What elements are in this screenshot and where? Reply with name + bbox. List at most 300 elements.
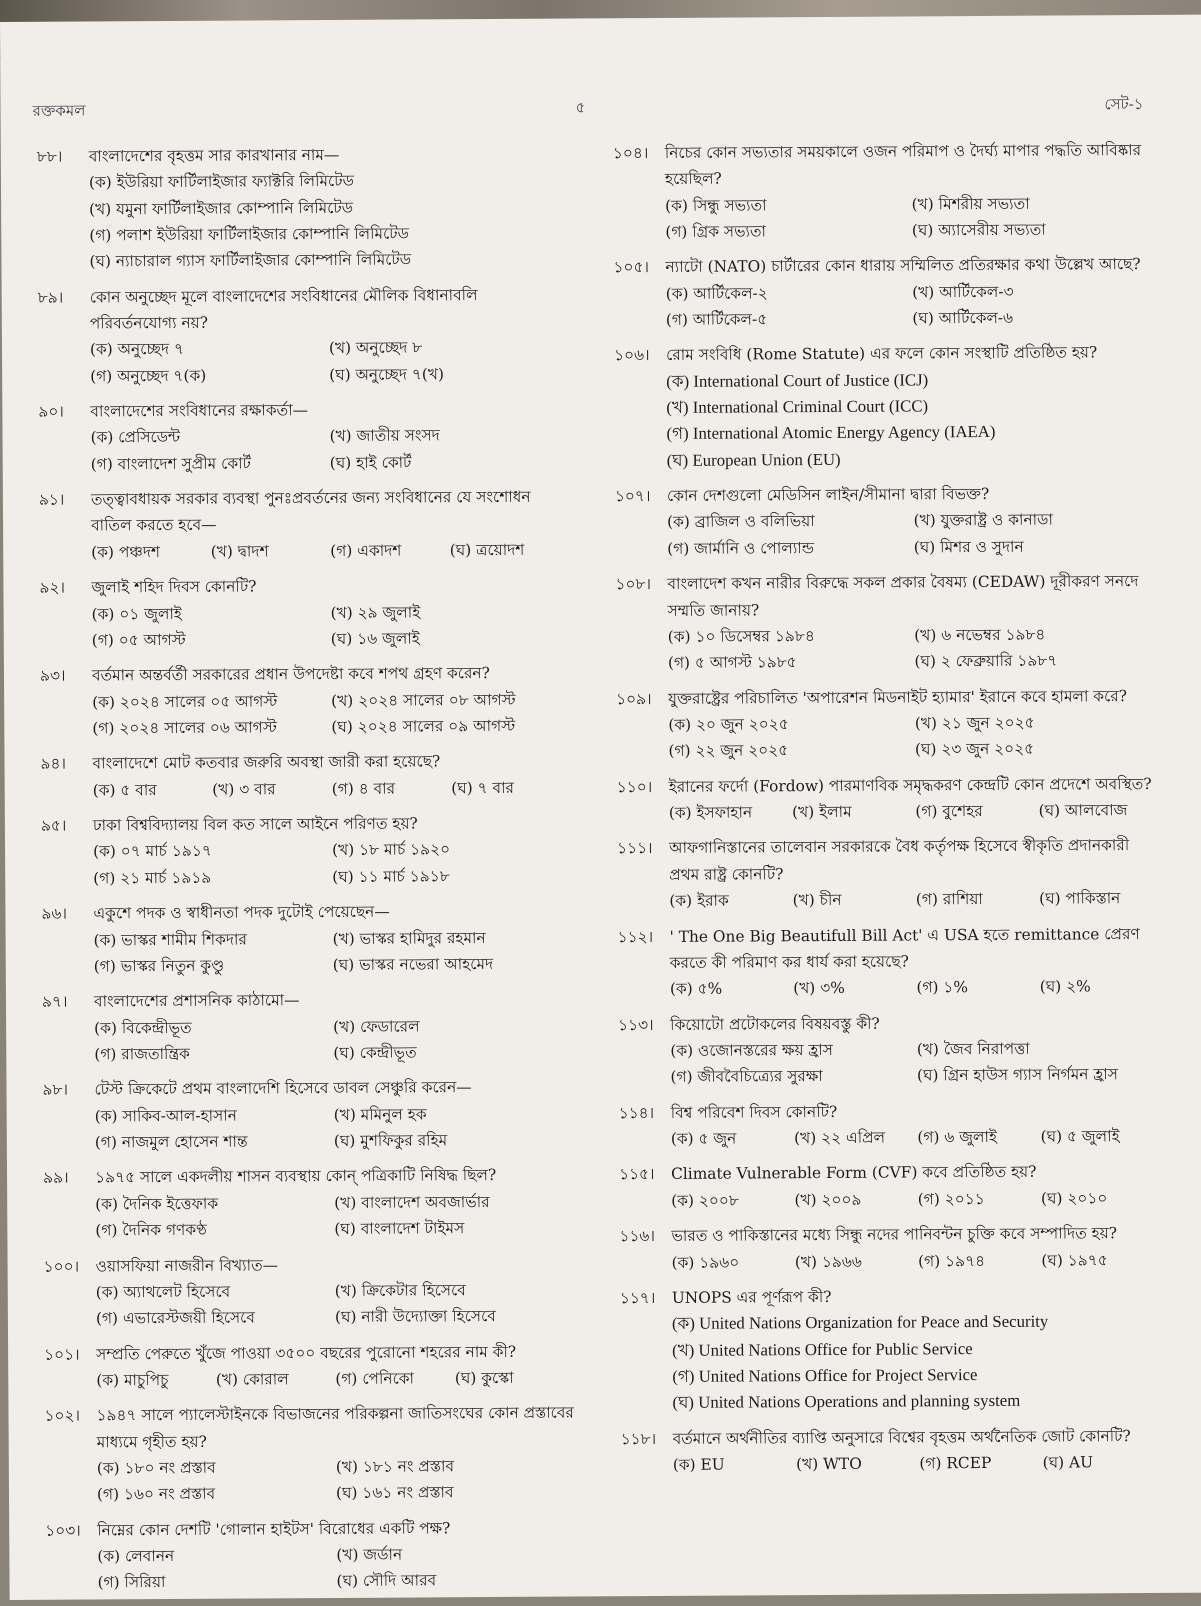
options-row xyxy=(97,1479,575,1508)
question-text: কিয়োটো প্রটোকলের বিষয়বস্তু কী? xyxy=(670,1014,880,1034)
question-item xyxy=(41,898,571,980)
option-item: (ঘ) মুশফিকুর রহিম xyxy=(333,1131,448,1150)
option-item: (ক) লেবানন xyxy=(97,1547,175,1566)
question-line xyxy=(45,1514,575,1544)
question-number: ১০৭। xyxy=(614,487,651,506)
question-item xyxy=(616,682,1161,764)
question-line xyxy=(616,682,1161,712)
option-item: (খ) যমুনা ফার্টিলাইজার কোম্পানি লিমিটেড xyxy=(89,198,354,219)
options-block xyxy=(40,686,570,742)
option-item: (ক) প্রেসিডেন্ট xyxy=(90,428,181,447)
set-label: সেট-১ xyxy=(1104,95,1144,114)
options-row xyxy=(671,1123,1164,1152)
question-item xyxy=(40,660,570,742)
question-item xyxy=(619,1158,1164,1214)
option-item: (খ) জর্ডান xyxy=(336,1545,403,1565)
question-number: ১১৪। xyxy=(618,1103,655,1122)
option-item: (ক) ৫% xyxy=(669,979,723,999)
option-item: (ক) মাচুপিচু xyxy=(96,1370,169,1390)
option-item: (ক) ১৮০ নং প্রস্তাব xyxy=(96,1458,216,1478)
question-text: বাংলাদেশে মোট কতবার জরুরি অবস্থা জারী করা হয়েছে? xyxy=(92,752,441,773)
option-item: (খ) ১৮১ নং প্রস্তাব xyxy=(335,1457,455,1476)
option-item: (খ) ২১ জুন ২০২৫ xyxy=(914,713,1035,733)
question-item xyxy=(621,1423,1166,1479)
option-item: (ঘ) ২০১০ xyxy=(1040,1189,1108,1208)
question-item xyxy=(613,137,1159,246)
question-item xyxy=(37,141,568,276)
option-item: (ঘ) সৌদি আরব xyxy=(336,1571,437,1591)
option-item: (গ) ১% xyxy=(916,978,969,997)
question-number: ৯৪। xyxy=(40,754,67,774)
question-number: ১০৪। xyxy=(612,144,649,163)
question-number: ১১৩। xyxy=(618,1015,654,1034)
question-text: বাংলাদেশের বৃহত্তম সার কারখানার নাম— xyxy=(88,145,340,166)
question-number: ১১১। xyxy=(617,839,653,858)
option-item: (ক) ওজোনস্তরের ক্ষয় হ্রাস xyxy=(670,1040,833,1060)
question-number: ৮৮। xyxy=(36,147,63,166)
question-number: ১০৫। xyxy=(613,258,650,277)
question-line xyxy=(618,1009,1163,1039)
options-block xyxy=(613,190,1158,246)
question-number: ৯৭। xyxy=(41,992,68,1012)
options-block xyxy=(620,1246,1165,1276)
question-text: ১৯৭৫ সালে একদলীয় শাসন ব্যবস্থায় কোন্ পত্রিকাটি নিষিদ্ধ ছিল? xyxy=(95,1166,497,1187)
options-row xyxy=(94,924,572,953)
question-item xyxy=(44,1400,575,1508)
option-item: (গ) United Nations Office for Project Service xyxy=(672,1364,978,1386)
question-item xyxy=(619,1097,1164,1153)
option-item: (ক) ২০০৮ xyxy=(671,1191,739,1210)
question-text: কোন দেশগুলো মেডিসিন লাইন/সীমানা দ্বারা বিভক্ত? xyxy=(666,485,990,506)
option-item: (খ) ২২ এপ্রিল xyxy=(794,1128,886,1148)
options-block xyxy=(614,278,1159,334)
option-item: (ক) ইসফাহান xyxy=(668,803,753,822)
option-item: (ঘ) কুস্কো xyxy=(454,1368,514,1388)
question-text: সম্প্রতি পেরুতে খুঁজে পাওয়া ৩৫০০ বছরের পুরোনো শহরের নাম কী? xyxy=(96,1342,517,1364)
option-item: (খ) ফেডারেল xyxy=(333,1017,420,1036)
options-row xyxy=(670,1061,1163,1090)
options-row xyxy=(89,167,567,196)
option-item: (ঘ) AU xyxy=(1042,1453,1094,1472)
options-row xyxy=(93,774,571,803)
option-item: (খ) ইলাম xyxy=(792,802,852,822)
options-row xyxy=(666,366,1159,395)
option-item: (খ) ১৮ মার্চ ১৯২০ xyxy=(332,840,451,860)
question-text: আফগানিস্তানের তালেবান সরকারকে বৈধ কর্তৃপক্ষ হিসেবে স্বীকৃতি প্রদানকারী প্রথম রাষ্ট্র কোনটি? xyxy=(669,836,1130,884)
question-number: ৯৮। xyxy=(42,1080,69,1100)
options-block xyxy=(619,1123,1164,1153)
option-item: (ঘ) মিশর ও সুদান xyxy=(913,537,1024,557)
question-item xyxy=(615,480,1160,562)
option-item: (ক) বিকেন্দ্রীভূত xyxy=(94,1018,192,1038)
question-line xyxy=(40,748,570,778)
option-item: (ক) United Nations Organization for Peace and Security xyxy=(671,1311,1049,1334)
question-text: ইরানের ফর্দো (Fordow) পারমাণবিক সমৃদ্ধকরণ কেন্দ্রটি কোন প্রদেশে অবস্থিত? xyxy=(668,774,1152,796)
question-text: ভারত ও পাকিস্তানের মধ্যে সিন্ধু নদের পানিবন্টন চুক্তি কবে সম্পাদিত হয়? xyxy=(671,1224,1118,1246)
options-block xyxy=(45,1453,575,1509)
question-item xyxy=(39,572,569,654)
option-item: (খ) আর্টিকেল-৩ xyxy=(912,282,1014,302)
question-item xyxy=(613,251,1158,333)
question-item xyxy=(42,986,572,1068)
question-item xyxy=(44,1250,574,1332)
options-block xyxy=(40,598,570,654)
option-item: (ক) ইরাক xyxy=(669,891,729,910)
options-row xyxy=(672,1387,1165,1416)
question-text: ন্যাটো (NATO) চার্টারের কোন ধারায় সম্মিলিত প্রতিরক্ষার কথা উল্লেখ আছে? xyxy=(665,255,1141,277)
options-block xyxy=(42,924,572,980)
options-row xyxy=(672,1335,1165,1364)
option-item: (ঘ) ২৩ জুন ২০২৫ xyxy=(914,739,1035,759)
options-row xyxy=(668,621,1161,650)
options-row xyxy=(666,278,1159,307)
options-row xyxy=(89,246,567,275)
question-item xyxy=(39,484,569,566)
question-line xyxy=(42,1074,572,1104)
option-item: (খ) চীন xyxy=(792,890,842,910)
options-row xyxy=(90,334,568,363)
option-item: (ঘ) United Nations Operations and planning system xyxy=(672,1390,1021,1413)
options-block xyxy=(38,334,568,390)
options-row xyxy=(90,422,568,451)
option-item: (গ) বুশেহর xyxy=(915,801,983,821)
option-item: (খ) জৈব নিরাপত্তা xyxy=(916,1039,1030,1059)
option-item: (ক) ৫ জুন xyxy=(670,1129,737,1148)
question-text: বর্তমান অন্তর্বর্তী সরকারের প্রধান উপদেষ্টা কবে শপথ গ্রহণ করেন? xyxy=(91,664,490,685)
options-row xyxy=(93,862,571,891)
question-number: ৯৬। xyxy=(41,904,68,923)
question-item xyxy=(620,1282,1166,1417)
options-block xyxy=(620,1308,1166,1417)
question-text: বাংলাদেশের প্রশাসনিক কাঠামো— xyxy=(93,991,300,1011)
options-row xyxy=(666,392,1159,421)
options-row xyxy=(94,1012,572,1041)
option-item: (গ) অনুচ্ছেদ ৭(ক) xyxy=(90,366,207,386)
options-row xyxy=(95,1126,573,1155)
option-item: (খ) দ্বাদশ xyxy=(210,542,269,561)
question-number: ৯০। xyxy=(38,402,64,421)
options-block xyxy=(615,506,1160,562)
option-item: (ক) সাকিব-আল-হাসান xyxy=(94,1106,237,1126)
question-line xyxy=(619,1158,1164,1188)
option-item: (ঘ) ২ ফেব্রুয়ারি ১৯৮৭ xyxy=(914,651,1058,671)
option-item: (ঘ) ১৬১ নং প্রস্তাব xyxy=(335,1483,454,1503)
option-item: (খ) WTO xyxy=(796,1454,862,1474)
option-item: (গ) সিরিয়া xyxy=(97,1573,166,1592)
question-number: ১১৮। xyxy=(620,1429,657,1448)
question-item xyxy=(618,920,1163,1002)
option-item: (ঘ) হাই কোর্ট xyxy=(329,453,412,472)
option-item: (খ) যুক্তরাষ্ট্র ও কানাডা xyxy=(913,510,1053,530)
option-item: (ক) ১৯৬০ xyxy=(671,1253,740,1272)
option-item: (গ) ৬ জুলাই xyxy=(917,1127,997,1147)
option-item: (ঘ) ন্যাচারাল গ্যাস ফার্টিলাইজার কোম্পানি লিমিটেড xyxy=(89,250,412,271)
question-number: ৯৫। xyxy=(40,816,67,835)
question-item xyxy=(42,1074,572,1156)
options-row xyxy=(668,709,1161,738)
option-item: (গ) একাদশ xyxy=(330,541,402,560)
option-item: (ঘ) পাকিস্তান xyxy=(1039,889,1121,908)
question-number: ১১৭। xyxy=(619,1289,656,1308)
option-item: (ক) পঞ্চদশ xyxy=(91,542,161,562)
options-row xyxy=(97,1541,575,1570)
option-item: (গ) ২১ মার্চ ১৯১৯ xyxy=(93,868,212,888)
option-item: (গ) ০৫ আগস্ট xyxy=(91,630,186,650)
question-line xyxy=(41,810,571,840)
question-line xyxy=(39,572,569,602)
options-row xyxy=(92,624,570,653)
question-line xyxy=(37,141,567,171)
question-item xyxy=(41,810,571,892)
option-item: (ঘ) বাংলাদেশ টাইমস xyxy=(334,1219,465,1239)
question-number: ১০৬। xyxy=(613,346,650,365)
options-row xyxy=(666,304,1159,333)
option-item: (ক) EU xyxy=(672,1455,725,1474)
options-block xyxy=(45,1541,575,1597)
option-item: (ঘ) ২০২৪ সালের ০৯ আগস্ট xyxy=(331,716,516,736)
option-item: (খ) ৩ বার xyxy=(212,779,276,799)
options-row xyxy=(92,686,570,715)
right-question-column xyxy=(613,137,1166,1488)
options-row xyxy=(96,1303,574,1332)
option-item: (ঘ) ভাস্কর নভেরা আহমেদ xyxy=(332,954,494,974)
option-item: (ক) সিন্ধু সভ্যতা xyxy=(665,195,767,215)
question-line xyxy=(38,281,568,337)
question-number: ১০২। xyxy=(44,1406,81,1426)
exam-page xyxy=(0,15,1201,1600)
options-row xyxy=(96,1276,574,1305)
option-item: (খ) United Nations Office for Public Service xyxy=(672,1338,973,1360)
question-line xyxy=(41,898,571,928)
question-text: বাংলাদেশ কখন নারীর বিরুদ্ধে সকল প্রকার বৈষম্য (CEDAW) দূরীকরণ সনদে সম্মতি জানায়? xyxy=(667,572,1139,620)
option-item: (ক) ইউরিয়া ফার্টিলাইজার ফ্যাক্টরি লিমিটেড xyxy=(88,172,354,192)
question-text: টেস্ট ক্রিকেটে প্রথম বাংলাদেশি হিসেবে ডাবল সেঞ্চুরি করেন— xyxy=(94,1078,472,1099)
options-block xyxy=(619,1185,1164,1215)
question-item xyxy=(617,771,1162,827)
question-number: ১০০। xyxy=(43,1257,80,1276)
question-item xyxy=(614,339,1160,474)
options-row xyxy=(665,190,1158,219)
option-item: (গ) দৈনিক গণকণ্ঠ xyxy=(95,1220,207,1240)
option-item: (ঘ) আর্টিকেল-৬ xyxy=(912,308,1014,328)
question-number: ৮৯। xyxy=(37,288,64,307)
options-row xyxy=(673,1449,1166,1478)
question-line xyxy=(44,1250,574,1280)
options-row xyxy=(95,1100,573,1129)
question-text: ' The One Big Beautifull Bill Act' এ USA হতে remittance প্রেরণ করতে কী পরিমাণ কর ধার্য করা হয়েছে? xyxy=(669,924,1140,972)
question-line xyxy=(619,1097,1164,1127)
options-block xyxy=(41,836,571,892)
question-number: ১০৮। xyxy=(615,575,652,594)
question-item xyxy=(618,1009,1163,1091)
options-row xyxy=(95,1188,573,1217)
options-row xyxy=(669,797,1162,826)
question-item xyxy=(38,396,568,478)
option-item: (ঘ) নারী উদ্যোক্তা হিসেবে xyxy=(334,1307,496,1327)
question-line xyxy=(615,568,1160,624)
question-item xyxy=(43,1162,573,1244)
question-line xyxy=(38,396,568,426)
option-item: (খ) International Criminal Court (ICC) xyxy=(666,396,929,417)
options-row xyxy=(671,1185,1164,1214)
question-item xyxy=(617,832,1162,914)
question-text: ঢাকা বিশ্ববিদ্যালয় বিল কত সালে আইনে পরিণত হয়? xyxy=(92,814,418,835)
question-line xyxy=(617,771,1162,801)
options-block xyxy=(41,774,571,804)
option-item: (ক) ব্রাজিল ও বলিভিয়া xyxy=(667,512,815,532)
question-line xyxy=(40,660,570,690)
option-item: (ঘ) ২% xyxy=(1039,977,1091,996)
option-item: (খ) কোরাল xyxy=(215,1370,289,1389)
question-number: ৯১। xyxy=(38,490,65,509)
option-item: (ঘ) আলবোজ xyxy=(1038,801,1128,820)
options-row xyxy=(665,216,1158,245)
option-item: (গ) RCEP xyxy=(919,1453,992,1473)
options-row xyxy=(93,836,571,865)
options-row xyxy=(96,1364,574,1393)
question-line xyxy=(619,1220,1164,1250)
option-item: (ক) ০৭ মার্চ ১৯১৭ xyxy=(93,842,212,861)
option-item: (ঘ) ৭ বার xyxy=(451,778,515,797)
question-line xyxy=(614,339,1159,369)
options-row xyxy=(668,647,1161,676)
option-item: (খ) ২৯ জুলাই xyxy=(330,602,421,622)
option-item: (গ) পেনিকো xyxy=(335,1369,415,1388)
options-block xyxy=(616,621,1161,677)
options-row xyxy=(92,712,570,741)
options-row xyxy=(94,1038,572,1067)
options-row xyxy=(91,448,569,477)
option-item: (ক) ৫ বার xyxy=(92,780,157,800)
options-block xyxy=(618,973,1163,1003)
options-row xyxy=(667,445,1160,474)
option-item: (খ) মমিনুল হক xyxy=(333,1105,427,1124)
option-item: (ঘ) ১৯৭৫ xyxy=(1041,1250,1108,1270)
question-text: রোম সংবিধি (Rome Statute) এর ফলে কোন সংস্থাটি প্রতিষ্ঠিত হয়? xyxy=(665,343,1098,365)
option-item: (ক) ১০ ডিসেম্বর ১৯৮৪ xyxy=(667,626,815,646)
option-item: (খ) ভাস্কর হামিদুর রহমান xyxy=(332,928,486,948)
question-number: ১০১। xyxy=(44,1345,80,1364)
page-number: ৫ xyxy=(575,98,586,117)
option-item: (গ) ৫ আগস্ট ১৯৮৫ xyxy=(667,653,797,673)
question-number: ৯২। xyxy=(39,578,66,597)
option-item: (ঘ) European Union (EU) xyxy=(666,449,841,470)
question-number: ১০৯। xyxy=(616,689,652,708)
option-item: (গ) ২০২৪ সালের ০৬ আগস্ট xyxy=(92,718,277,738)
options-row xyxy=(89,219,567,248)
option-item: (খ) জাতীয় সংসদ xyxy=(329,426,440,446)
options-row xyxy=(672,1308,1165,1337)
option-item: (ক) ০১ জুলাই xyxy=(91,604,182,623)
options-block xyxy=(44,1276,574,1332)
option-item: (গ) আর্টিকেল-৫ xyxy=(665,310,768,329)
options-row xyxy=(667,533,1160,562)
option-item: (গ) গ্রিক সভ্যতা xyxy=(665,222,767,241)
option-item: (ঘ) গ্রিন হাউস গ্যাস নির্গমন হ্রাস xyxy=(916,1065,1118,1085)
options-block xyxy=(617,885,1162,915)
question-number: ১১৫। xyxy=(618,1165,655,1184)
question-line xyxy=(621,1423,1166,1453)
option-item: (খ) ২০০৯ xyxy=(794,1190,862,1209)
question-text: ওয়াসফিয়া নাজরীন বিখ্যাত— xyxy=(95,1255,279,1275)
question-number: ১০৩। xyxy=(45,1521,81,1540)
question-number: ৯৯। xyxy=(43,1169,69,1188)
question-line xyxy=(44,1400,574,1456)
question-text: তত্ত্বাবধায়ক সরকার ব্যবস্থা পুনঃপ্রবর্তনের জন্য সংবিধানের যে সংশোধন বাতিল করতে হবে— xyxy=(90,487,531,535)
question-number: ৯৩। xyxy=(39,666,66,686)
option-item: (খ) ২০২৪ সালের ০৮ আগস্ট xyxy=(331,690,516,710)
option-item: (গ) ১৬০ নং প্রস্তাব xyxy=(96,1484,216,1504)
option-item: (গ) ২০১১ xyxy=(917,1189,985,1209)
question-text: কোন অনুচ্ছেদ মূলে বাংলাদেশের সংবিধানের মৌলিক বিধানাবলি পরিবর্তনযোগ্য নয়? xyxy=(89,285,478,333)
options-row xyxy=(90,360,568,389)
question-line xyxy=(620,1282,1165,1312)
option-item: (গ) ভাস্কর নিতুন কুণ্ডু xyxy=(93,956,225,976)
option-item: (খ) ১৯৬৬ xyxy=(794,1252,862,1271)
option-item: (ক) ২০২৪ সালের ০৫ আগস্ট xyxy=(92,691,278,712)
question-line xyxy=(43,1162,573,1192)
question-number: ১১২। xyxy=(617,927,654,946)
option-item: (গ) রাজতান্ত্রিক xyxy=(94,1044,190,1064)
question-text: বর্তমানে অর্থনীতির ব্যাপ্তি অনুসারে বিশ্বের বৃহত্তম অর্থনৈতিক জোট কোনটি? xyxy=(672,1426,1131,1448)
options-block xyxy=(614,366,1160,475)
options-block xyxy=(618,1035,1163,1091)
book-title: রক্তকমল xyxy=(32,101,86,120)
question-text: জুলাই শহিদ দিবস কোনটি? xyxy=(91,577,257,597)
options-block xyxy=(617,797,1162,827)
option-item: (ক) দৈনিক ইত্তেফাক xyxy=(95,1194,219,1214)
options-row xyxy=(670,1035,1163,1064)
options-row xyxy=(669,885,1162,914)
question-item xyxy=(619,1220,1164,1276)
options-row xyxy=(670,973,1163,1002)
options-row xyxy=(667,506,1160,535)
question-text: UNOPS এর পূর্ণরূপ কী? xyxy=(671,1287,832,1307)
option-item: (গ) জীববৈচিত্র্যের সুরক্ষা xyxy=(670,1067,823,1087)
option-item: (ঘ) ৫ জুলাই xyxy=(1040,1127,1120,1146)
question-item xyxy=(615,568,1161,677)
question-number: ১১০। xyxy=(616,777,653,796)
option-item: (গ) বাংলাদেশ সুপ্রীম কোর্ট xyxy=(90,454,251,474)
options-block xyxy=(42,1012,572,1068)
question-line xyxy=(615,480,1160,510)
question-item xyxy=(40,748,570,804)
question-line xyxy=(44,1338,574,1368)
question-text: বিশ্ব পরিবেশ দিবস কোনটি? xyxy=(670,1102,838,1122)
question-text: নিম্নের কোন দেশটি 'গোলান হাইটস' বিরোধের একটি পক্ষ? xyxy=(97,1519,451,1540)
question-line xyxy=(613,251,1158,281)
options-row xyxy=(91,536,569,565)
left-question-column xyxy=(37,141,576,1606)
options-block xyxy=(616,709,1161,765)
question-text: Climate Vulnerable Form (CVF) কবে প্রতিষ্ঠিত হয়? xyxy=(670,1163,1037,1184)
option-item: (খ) অনুচ্ছেদ ৮ xyxy=(328,338,423,358)
option-item: (ঘ) ১৬ জুলাই xyxy=(330,629,420,648)
options-block xyxy=(39,536,569,566)
options-row xyxy=(672,1246,1165,1275)
option-item: (ঘ) অনুচ্ছেদ ৭(খ) xyxy=(329,364,444,384)
option-item: (ঘ) কেন্দ্রীভূত xyxy=(333,1043,417,1062)
options-row xyxy=(672,1361,1165,1390)
option-item: (ঘ) ১১ মার্চ ১৯১৮ xyxy=(332,867,450,886)
option-item: (গ) এভারেস্টজয়ী হিসেবে xyxy=(95,1308,255,1328)
option-item: (গ) ২২ জুন ২০২৫ xyxy=(668,741,789,761)
option-item: (গ) ৪ বার xyxy=(331,779,396,798)
question-line xyxy=(613,137,1158,193)
options-block xyxy=(43,1188,573,1244)
question-line xyxy=(618,920,1163,976)
option-item: (খ) মিশরীয় সভ্যতা xyxy=(911,194,1030,214)
